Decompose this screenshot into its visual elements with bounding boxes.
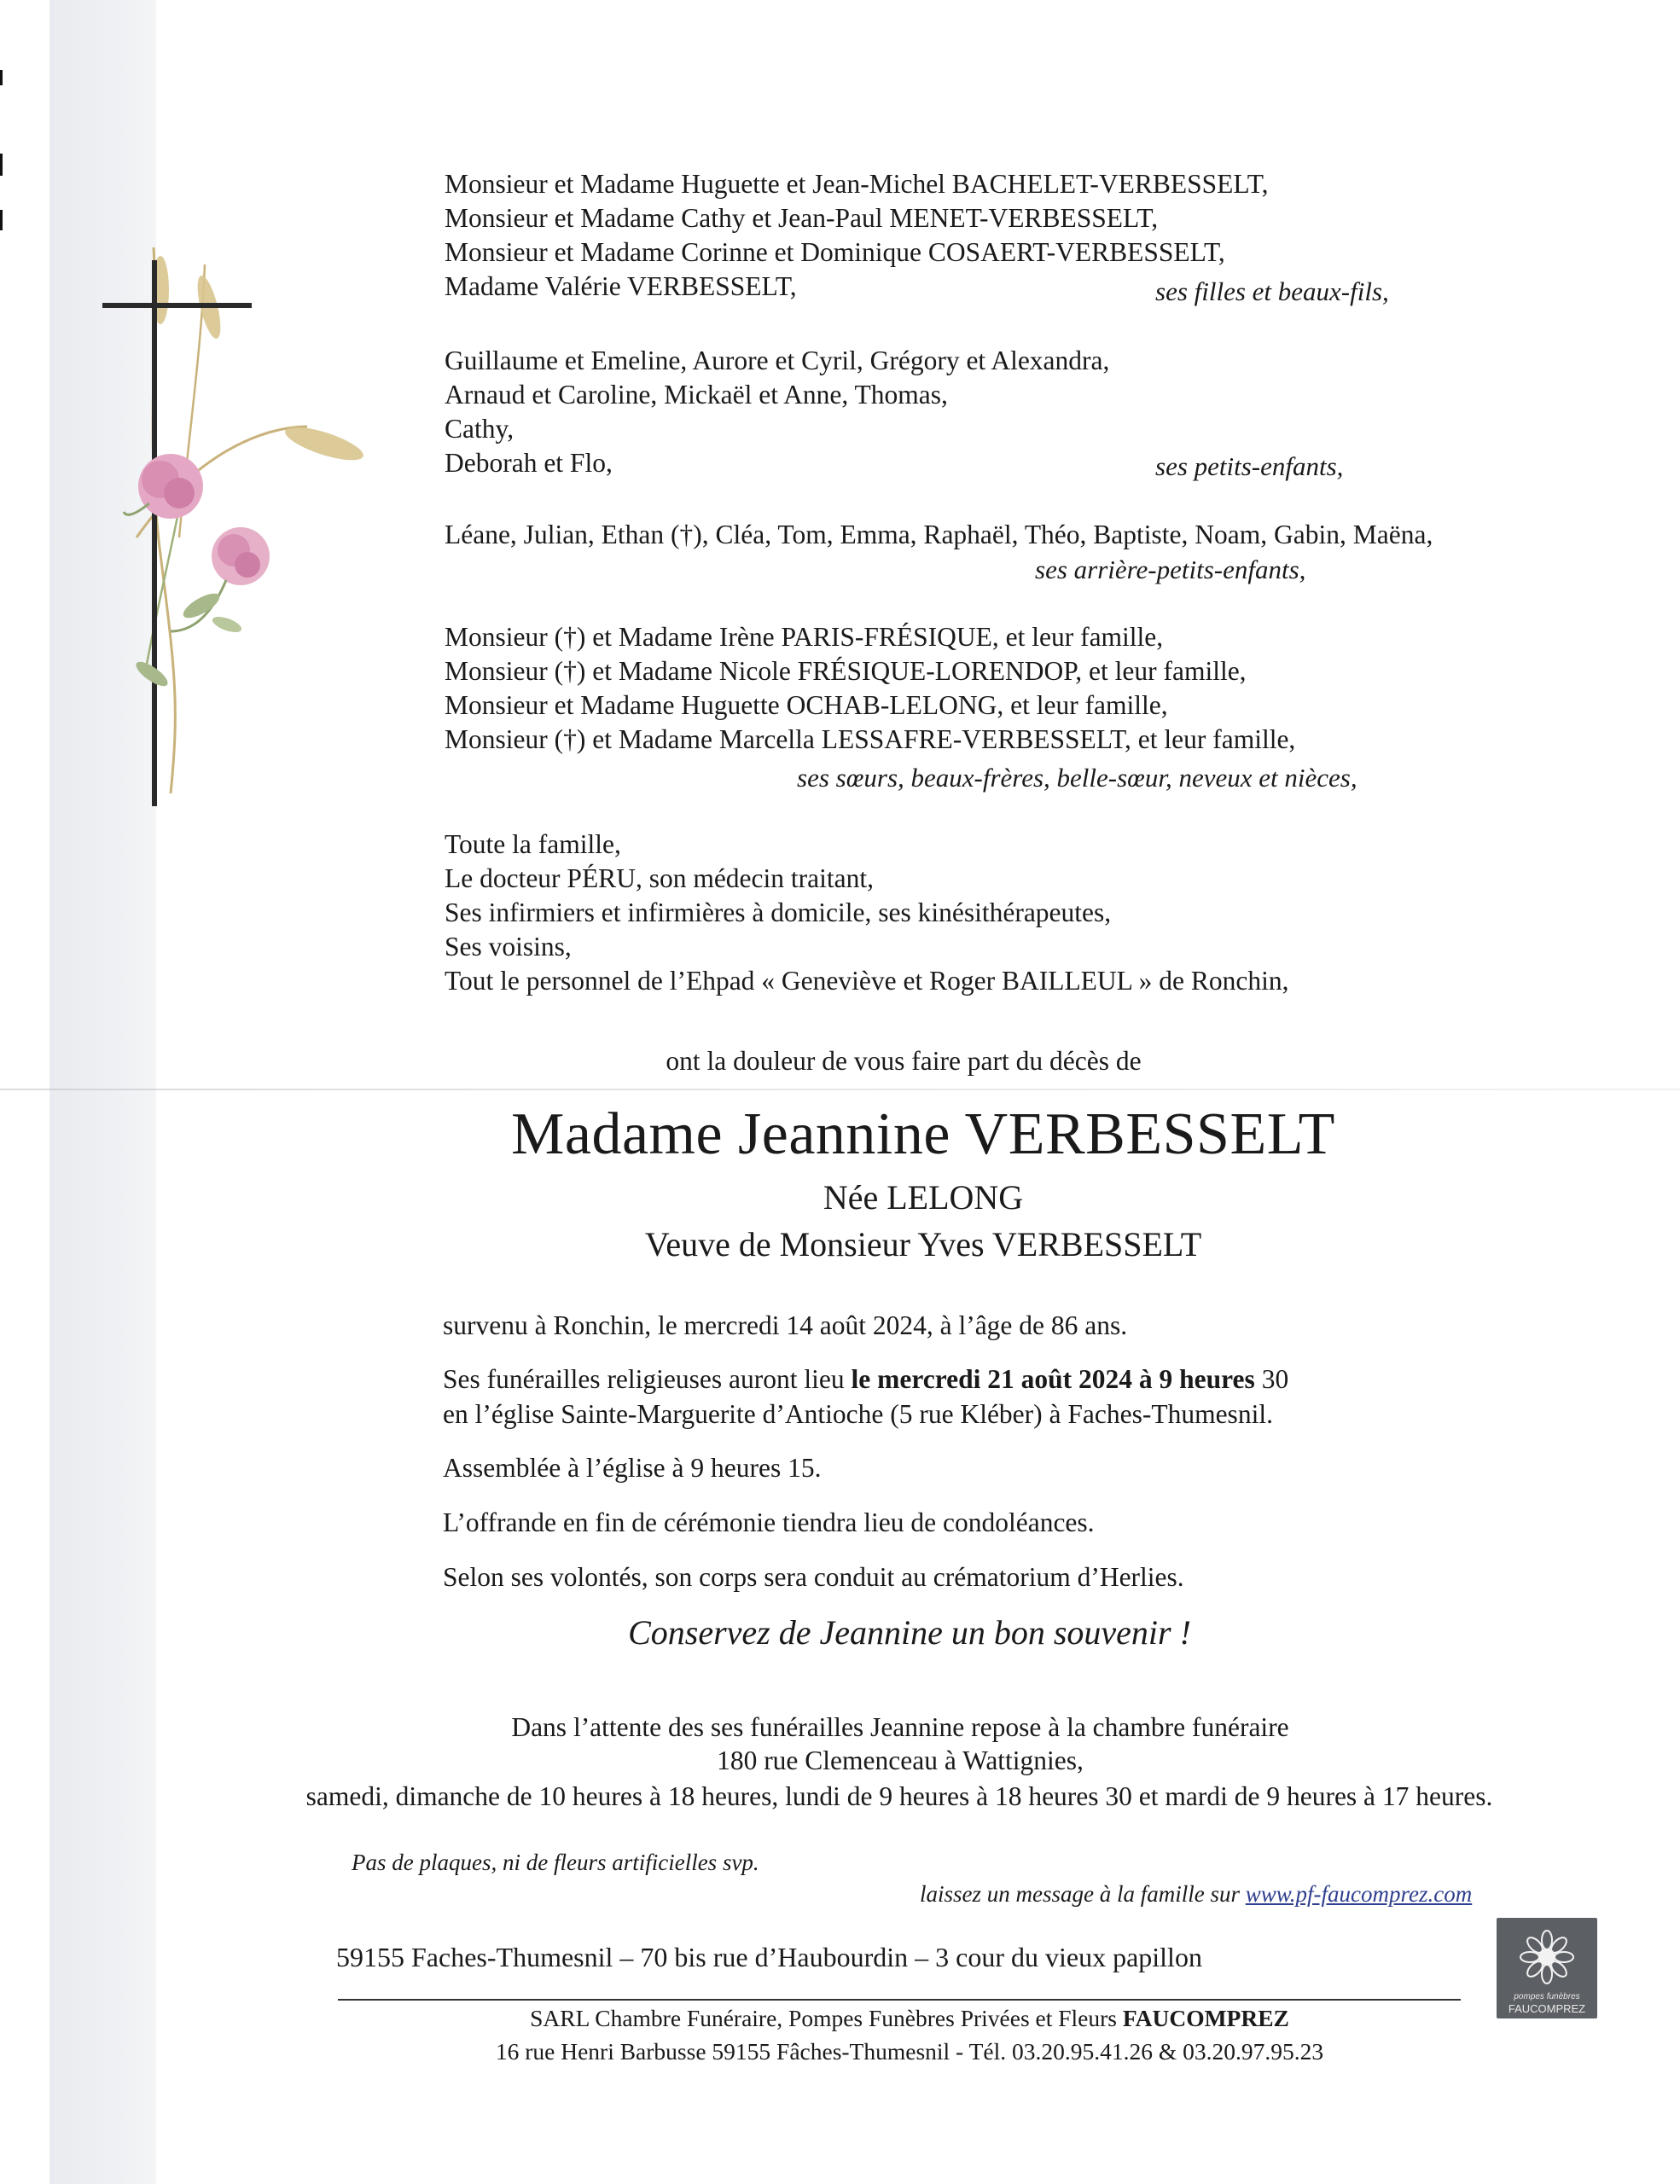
funeral-date-suffix: 30: [1261, 1364, 1289, 1394]
scan-mark: [0, 154, 3, 176]
assembly-time: Assemblée à l’église à 9 heures 15.: [443, 1453, 822, 1483]
website-link[interactable]: www.pf-faucomprez.com: [1245, 1881, 1473, 1907]
funeral-date-bold: le mercredi 21 août 2024 à 9 heures: [851, 1364, 1255, 1394]
family-line: Deborah et Flo,: [445, 448, 613, 478]
cross-flowers-illustration: [51, 230, 392, 810]
scan-mark: [0, 70, 3, 85]
logo-brand: FAUCOMPREZ: [1508, 2002, 1586, 2015]
fold-line: [0, 1089, 1680, 1090]
relation-label: ses arrière-petits-enfants,: [1035, 555, 1306, 584]
family-line: Toute la famille,: [445, 829, 621, 859]
funeral-place: en l’église Sainte-Marguerite d’Antioche (5 rue Kléber) à Faches-Thumesnil.: [443, 1399, 1273, 1429]
family-line: Monsieur (†) et Madame Nicole FRÉSIQUE-LORENDOP, et leur famille,: [445, 656, 1247, 686]
widow-of: Veuve de Monsieur Yves VERBESSELT: [644, 1225, 1202, 1263]
family-line: Monsieur et Madame Huguette OCHAB-LELONG, et leur famille,: [445, 690, 1168, 720]
family-line: Monsieur (†) et Madame Irène PARIS-FRÉSIQUE, et leur famille,: [445, 622, 1164, 652]
leaf-icon: [132, 589, 243, 690]
relation-label: ses filles et beaux-fils,: [1155, 276, 1389, 306]
death-details: survenu à Ronchin, le mercredi 14 août 2024, à l’âge de 86 ans.: [443, 1310, 1128, 1340]
funeral-date-prefix: Ses funérailles religieuses auront lieu: [443, 1364, 845, 1394]
address: 59155 Faches-Thumesnil – 70 bis rue d’Haubourdin – 3 cour du vieux papillon: [336, 1942, 1202, 1972]
relation-label: ses sœurs, beaux-frères, belle-sœur, neveux et nièces,: [797, 763, 1357, 793]
family-line: Le docteur PÉRU, son médecin traitant,: [445, 863, 874, 893]
resting-line-2: 180 rue Clemenceau à Wattignies,: [717, 1745, 1084, 1775]
faucomprez-logo: [1497, 1918, 1597, 2018]
family-line: Monsieur (†) et Madame Marcella LESSAFRE-VERBESSELT, et leur famille,: [445, 724, 1296, 754]
family-group-daughters: [445, 167, 1269, 304]
family-line: Madame Valérie VERBESSELT,: [445, 271, 797, 301]
family-line: Ses voisins,: [445, 932, 572, 961]
family-group-others: [445, 828, 1288, 998]
company-prefix: SARL Chambre Funéraire, Pompes Funèbres Privées et Fleurs: [530, 2005, 1117, 2031]
family-line: Guillaume et Emeline, Aurore et Cyril, Grégory et Alexandra,: [445, 346, 1110, 375]
family-line: Ses infirmiers et infirmières à domicile, ses kinésithérapeutes,: [445, 897, 1112, 927]
deceased-name: Madame Jeannine VERBESSELT: [511, 1101, 1335, 1167]
scan-mark: [0, 210, 3, 230]
relation-label: ses petits-enfants,: [1155, 451, 1344, 481]
maiden-name: Née LELONG: [823, 1178, 1024, 1217]
souvenir-line: Conservez de Jeannine un bon souvenir !: [628, 1613, 1191, 1652]
family-group-grandchildren: [445, 344, 1109, 480]
wishes-note: Selon ses volontés, son corps sera conduit au crématorium d’Herlies.: [443, 1562, 1184, 1592]
no-plaques-note: Pas de plaques, ni de fleurs artificielles svp.: [352, 1850, 759, 1875]
family-group-siblings: [445, 620, 1295, 757]
message-prefix: laissez un message à la famille sur: [920, 1881, 1240, 1907]
resting-hours: samedi, dimanche de 10 heures à 18 heures, lundi de 9 heures à 18 heures 30 et mardi de 9 heures à 17 heures.: [305, 1781, 1493, 1811]
family-line: Monsieur et Madame Huguette et Jean-Michel BACHELET-VERBESSELT,: [445, 169, 1269, 199]
family-line: Tout le personnel de l’Ehpad « Geneviève et Roger BAILLEUL » de Ronchin,: [445, 966, 1289, 996]
funeral-date: [443, 1362, 1288, 1396]
family-line: Léane, Julian, Ethan (†), Cléa, Tom, Emma, Raphaël, Théo, Baptiste, Noam, Gabin, Maëna,: [445, 520, 1433, 549]
family-line: Monsieur et Madame Corinne et Dominique COSAERT-VERBESSELT,: [445, 237, 1225, 267]
message-note: [920, 1881, 1472, 1908]
family-line: Cathy,: [445, 414, 514, 444]
resting-line-1: Dans l’attente des ses funérailles Jeannine repose à la chambre funéraire: [511, 1712, 1289, 1742]
family-line: Monsieur et Madame Cathy et Jean-Paul MENET-VERBESSELT,: [445, 203, 1159, 233]
offering-note: L’offrande en fin de cérémonie tiendra lieu de condoléances.: [443, 1507, 1095, 1537]
rose-icon: [124, 454, 203, 519]
family-group-great-grandchildren: [445, 518, 1433, 552]
logo-caption: [1497, 1991, 1597, 2015]
family-line: Arnaud et Caroline, Mickaël et Anne, Thomas,: [445, 380, 948, 410]
announcement: ont la douleur de vous faire part du décès de: [666, 1046, 1142, 1076]
wheat-stalks-icon: [137, 247, 367, 793]
logo-tagline: pompes funèbres: [1514, 1992, 1580, 2001]
company-name: FAUCOMPREZ: [1122, 2005, 1289, 2031]
divider: [338, 1999, 1461, 2001]
company-line: [0, 2002, 1680, 2032]
company-contact: 16 rue Henri Barbusse 59155 Fâches-Thumesnil - Tél. 03.20.95.41.26 & 03.20.97.95.23: [495, 2038, 1324, 2065]
